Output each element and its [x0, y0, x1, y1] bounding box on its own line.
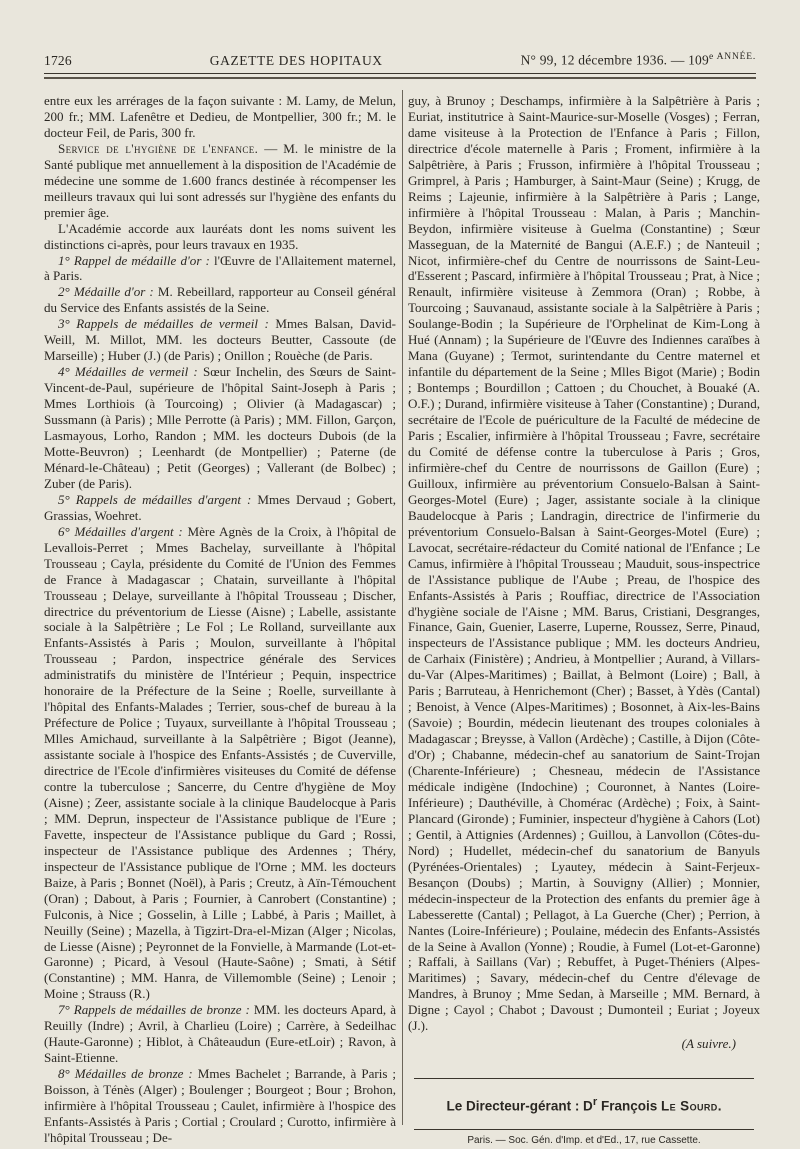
award-text: l'Œuvre de l'Allaitement maternel, à Paris. — [44, 252, 396, 284]
director-end: . — [717, 1098, 722, 1114]
award-item — [44, 316, 396, 364]
award-text: Mmes Bachelet ; Barrande, à Paris ; Boisson, à Ténès (Alger) ; Boulenger ; Bourgeot ; Bour ; Brohon, infirmière à l'hôpital Trousseau ; Caulet, infirmière à l'hospice des Enfants-Assistés à Paris ; Cortial ; Croulard ; Curotto, infirmière à l'hôpital Trousseau ; De- — [44, 1066, 397, 1145]
left-column — [44, 93, 396, 1146]
header-rule-thick — [44, 77, 756, 79]
award-item — [44, 284, 396, 316]
award-label: 7° Rappels de médailles de bronze : — [58, 1002, 250, 1018]
paragraph-continued: guy, à Brunoy ; Deschamps, infirmière à la Salpêtrière à Paris ; Euriat, institutrice à Saint-Maurice-sur-Moselle (Vosges) ; Ferran, dame visiteuse à la Protection de l'Enfance à Paris ; Fillon, directrice d'école maternelle à Paris ; Froment, infirmière à la Salpêtrière, à Paris ; Frusson, infirmière à l'hôpital Trousseau ; Grimprel, à Paris ; Hamburger, à Saint-Maur (Seine) ; Krugg, de Reims ; Lajeunie, infirmière à la Salpêtrière à Paris ; Lange, infirmière à l'hôpital Trousseau : Malan, à Paris ; Manchin-Beydon, infirmière visiteuse à Guelma (Constantine) ; Sœur Masseguan, de la Maternité de Bangui (A.E.F.) ; de Nanteuil ; Nicot, infirmière-chef du Centre de nourrissons de Saint-Leu-d'Esserent ; Pascard, infirmière à l'hôpital Trousseau ; Prat, à Nice ; Renault, infirmière visiteuse à Zemmora (Oran) ; Robbe, à Tourcoing ; Sauvanaud, assistante sociale à la Salpêtrière à Paris ; Soulange-Bodin ; la Supérieure de l'Orphelinat de Kim-Long à Hué (Annam) ; la Supérieure de l'Œuvre des Indiennes caraïbes à Mana (Guyane) ; Termot, surintendante du Centre maternel et infantile du département de la Seine ; Mlles Bigot (Marie) ; Bodin ; Bontemps ; Bourdillon ; Cattoen ; du Chouchet, à Bouaké (A. O.F.) ; Durand, infirmière visiteuse à Taher (Constantine) ; Durand, secrétaire de l'Ecole de puériculture de la Faculté de médecine de Paris ; Escalier, infirmière à l'hôpital Trousseau ; Favre, secrétaire du Comité de défense contre la tuberculose à Paris ; Gros, infirmière-chef du Centre de nourrissons de Gaillon (Eure) ; Guilloux, infirmière au préventorium Consuelo-Balsan à Saint-Georges-Motel (Eure) ; Jager, assistante sociale à la clinique Baudelocque à Paris ; Landragin, directrice de l'infirmerie du préventorium Consuelo-Balsan à Saint-Georges-Motel (Eure) ; Lavocat, secrétaire-rédacteur du Comité national de l'Enfance ; Le Camus, infirmière à l'hôpital Trousseau ; Mauduit, sous-inspectrice de l'Assistance publique de l'Aube ; Preau, de l'hospice des Enfants-Assistés à Paris ; Rouffiac, directrice de l'Association d'hygiène sociale de l'Aisne ; MM. Barus, Cristiani, Desgranges, Finance, Gain, Guenier, Laserre, Luperne, Roussez, Serre, Pinaud, inspecteurs de l'Assistance publique ; MM. les docteurs Andrieu, de Carhaix (Finistère) ; Andrieu, à Montpellier ; Aurand, à Villars-du-Var (Alpes-Maritimes) ; Baillat, à Belmont (Loire) ; Ball, à Paris ; Barruteau, à Henrichemont (Cher) ; Basset, à Ydès (Cantal) ; Benoist, à Vence (Alpes-Maritimes) ; Bosonnet, à Aix-les-Bains (Savoie) ; Bourdin, médecin lieutenant des troupes coloniales à Madagascar ; Breysse, à Vallon (Ardèche) ; Castille, à Dijon (Côte-d'Or) ; Chabanne, médecin-chef au sanatorium de Saint-Trojan (Charente-Inférieure) ; Chesneau, médecin de l'Assistance médicale indigène (Indochine) ; Couronnet, à Nantes (Loire-Inférieure) ; Dauthéville, à Chomérac (Ardèche) ; Foix, à Saint-Plancard (Gironde) ; Fuminier, inspecteur d'hygiène à Cahors (Lot) ; Gentil, à Attignies (Ardennes) ; Guillou, à Lanvollon (Côtes-du-Nord) ; Hudellet, médecin-chef du sanatorium de Banyuls (Pyrénées-Orientales) ; Lyautey, médecin à Saint-Ferjeux-Besançon (Doubs) ; Martin, à Souvigny (Allier) ; Monnier, médecin-inspecteur de la Protection des enfants du premier âge à Labesserette (Cantal) ; Pellagot, à La Guerche (Cher) ; Perrion, à Nantes (Loire-Inférieure) ; Poulaine, médecin des Enfants-Assistés de la Seine à Avallon (Yonne) ; Roudie, à Fumel (Lot-et-Garonne) ; Raffali, à Saillans (Var) ; Rebuffet, à Puget-Théniers (Alpes-Maritimes) ; Savary, médecin-chef du Centre d'élevage de Mandres, à Brunoy ; Mme Sedan, à Marseille ; MM. Bernard, à Digne ; Cayol ; Chabot ; Davoust ; Dumonteil ; Euriat ; Joyeux (J.). — [408, 93, 760, 1034]
award-item — [44, 364, 396, 492]
header-rule — [44, 73, 756, 74]
director-label: Le Directeur-gérant : D — [446, 1098, 593, 1114]
award-label: 1° Rappel de médaille d'or : — [58, 252, 210, 268]
right-column — [408, 93, 760, 1149]
award-text: Mère Agnès de la Croix, à l'hôpital de Levallois-Perret ; Mmes Bachelay, surveillante à l'hôpital Trousseau ; Cayla, présidente du Comité de l'Union des Femmes de France à Madagascar ; Chatain, surveillante à l'hôpital Trousseau ; Delaye, surveillante à l'hôpital Trousseau ; Discher, directrice du préventorium de Liesse (Aisne) ; Labelle, assistante sociale à la Salpêtrière ; Le Fol ; Le Rolland, surveillante aux Enfants-Assistés à Paris ; Moulon, surveillante à l'hôpital Trousseau ; Pardon, inspectrice générale des Services administratifs du ministère de l'Intérieur ; Pequin, inspectrice honoraire de la Préfecture de la Seine ; Roelle, surveillante à l'hôpital des Enfants-Malades ; Terrier, sous-chef de bureau à la Préfecture de Police ; Tuyaux, surveillante à l'hôpital Trousseau ; Mlles Amichaud, surveillante à la Salpêtrière ; Bigot (Jeanne), assistante sociale à l'hospice des Enfants-Assistés ; de Cuverville, directrice de l'Ecole d'infirmières visiteuses du Comité de défense contre la tuberculose ; Sancerre, du Centre d'hygiène de Moy (Aisne) ; Zeer, assistante sociale à la clinique Baudelocque à Paris ; MM. Deprun, inspecteur de l'Assistance publique de l'Eure ; Favette, inspecteur de l'Assistance publique du Gard ; Rossi, inspecteur de l'Assistance publique des Ardennes ; Théry, inspecteur de l'Assistance publique de l'Orne ; MM. les docteurs Baize, à Paris ; Bonnet (Noël), à Paris ; Creutz, à Aïn-Témouchent (Oran) ; Dabout, à Paris ; Fournier, à Canrobert (Constantine) ; Fulconis, à Nice ; Gosselin, à Lille ; Labbé, à Paris ; Maillet, à Neuilly (Seine) ; Mazella, à Tigzirt-Dra-el-Mizan (Alger ; Nicolas, de Liesse (Aisne) ; Peyronnet de la Fonvielle, à Marmande (Lot-et-Garonne) ; Picard, à Vesoul (Haute-Saône) ; Smati, à Sétif (Constantine) ; MM. Hanra, de Villemomble (Seine) ; Lenoir ; Moine ; Strauss (R.) — [44, 523, 396, 1002]
issue-info — [521, 52, 756, 69]
director-first-name: François — [597, 1098, 661, 1114]
section-heading: Service de l'hygiène de l'enfance. — [58, 140, 259, 156]
award-text: MM. les docteurs Apard, à Reuilly (Indre) ; Avril, à Charlieu (Loire) ; Carrère, à Sedeilhac (Haute-Garonne) ; Hiblot, à Châteaudun (Eure-etLoir) ; Ravon, à Saint-Etienne. — [44, 1002, 396, 1066]
director-line — [408, 1095, 760, 1114]
column-divider — [402, 90, 403, 1125]
director-surname: Le Sourd — [660, 1098, 718, 1114]
paragraph-section — [44, 141, 396, 221]
award-label: 5° Rappels de médailles d'argent : — [58, 491, 252, 507]
award-label: 2° Médaille d'or : — [58, 284, 154, 300]
award-item — [44, 524, 396, 1003]
printer-imprint: Paris. — Soc. Gén. d'Imp. et d'Ed., 17, rue Cassette. — [467, 1134, 701, 1146]
award-label: 8° Médailles de bronze : — [58, 1066, 193, 1082]
issue-year-suffix: e ANNÉE. — [708, 52, 756, 62]
award-text: Mmes Balsan, David-Weill, M. Millot, MM. les docteurs Beutter, Cassoute (de Marseille) ; Huber (J.) (de Paris) ; Onillon ; Rouèche (de Paris. — [44, 316, 396, 364]
award-text: Sœur Inchelin, des Sœurs de Saint-Vincent-de-Paul, supérieure de l'hôpital Saint-Joseph à Paris ; Mmes Lorthiois (à Tourcoing) ; Olivier (à Madagascar) ; Sussmann (à Paris) ; Mlle Perrotte (à Paris) ; MM. Fillon, Garçon, Lasmayous, Lorho, Randon ; MM. les docteurs Dubois (de la Motte-Beuvron) ; Leenhardt (de Montpellier) ; Paterne (de Ménard-le-Château) ; Petit (Georges) ; Vallerant (de Bolbec) ; Zuber (de Paris). — [44, 364, 396, 491]
footer-rule — [414, 1078, 754, 1079]
award-label: 6° Médailles d'argent : — [58, 523, 183, 539]
page-number: 1726 — [44, 52, 72, 68]
paragraph: L'Académie accorde aux lauréats dont les noms suivent les distinctions ci-après, pour leurs travaux en 1935. — [44, 220, 396, 252]
paragraph: entre eux les arrérages de la façon suivante : M. Lamy, de Melun, 200 fr.; MM. Lafenêtre et Dedieu, de Montpellier, 300 fr.; M. le docteur Feil, de Paris, 300 fr. — [44, 93, 396, 140]
award-label: 4° Médailles de vermeil : — [58, 364, 198, 380]
award-item — [44, 253, 396, 285]
footer-rule-bottom — [414, 1129, 754, 1130]
award-text: Mmes Dervaud ; Gobert, Grassias, Woehret. — [44, 491, 397, 523]
award-item — [44, 1066, 396, 1146]
award-text: M. Rebeillard, rapporteur au Conseil général du Service des Enfants assistés de la Seine. — [44, 284, 396, 316]
issue-date: N° 99, 12 décembre 1936. — 109 — [520, 52, 709, 68]
running-header — [44, 52, 756, 70]
section-text: — M. le ministre de la Santé publique met annuellement à la disposition de l'Académie de médecine une somme de 1.600 francs destinée à récompenser les meilleurs travaux qui lui sont adressés sur l'hygiène des enfants du premier âge. — [44, 140, 396, 220]
award-item — [44, 492, 396, 524]
journal-title: GAZETTE DES HOPITAUX — [209, 52, 383, 68]
director-title-sup: r — [592, 1096, 598, 1109]
award-label: 3° Rappels de médailles de vermeil : — [58, 316, 269, 332]
award-item — [44, 1002, 396, 1066]
to-be-continued: (A suivre.) — [681, 1036, 736, 1052]
